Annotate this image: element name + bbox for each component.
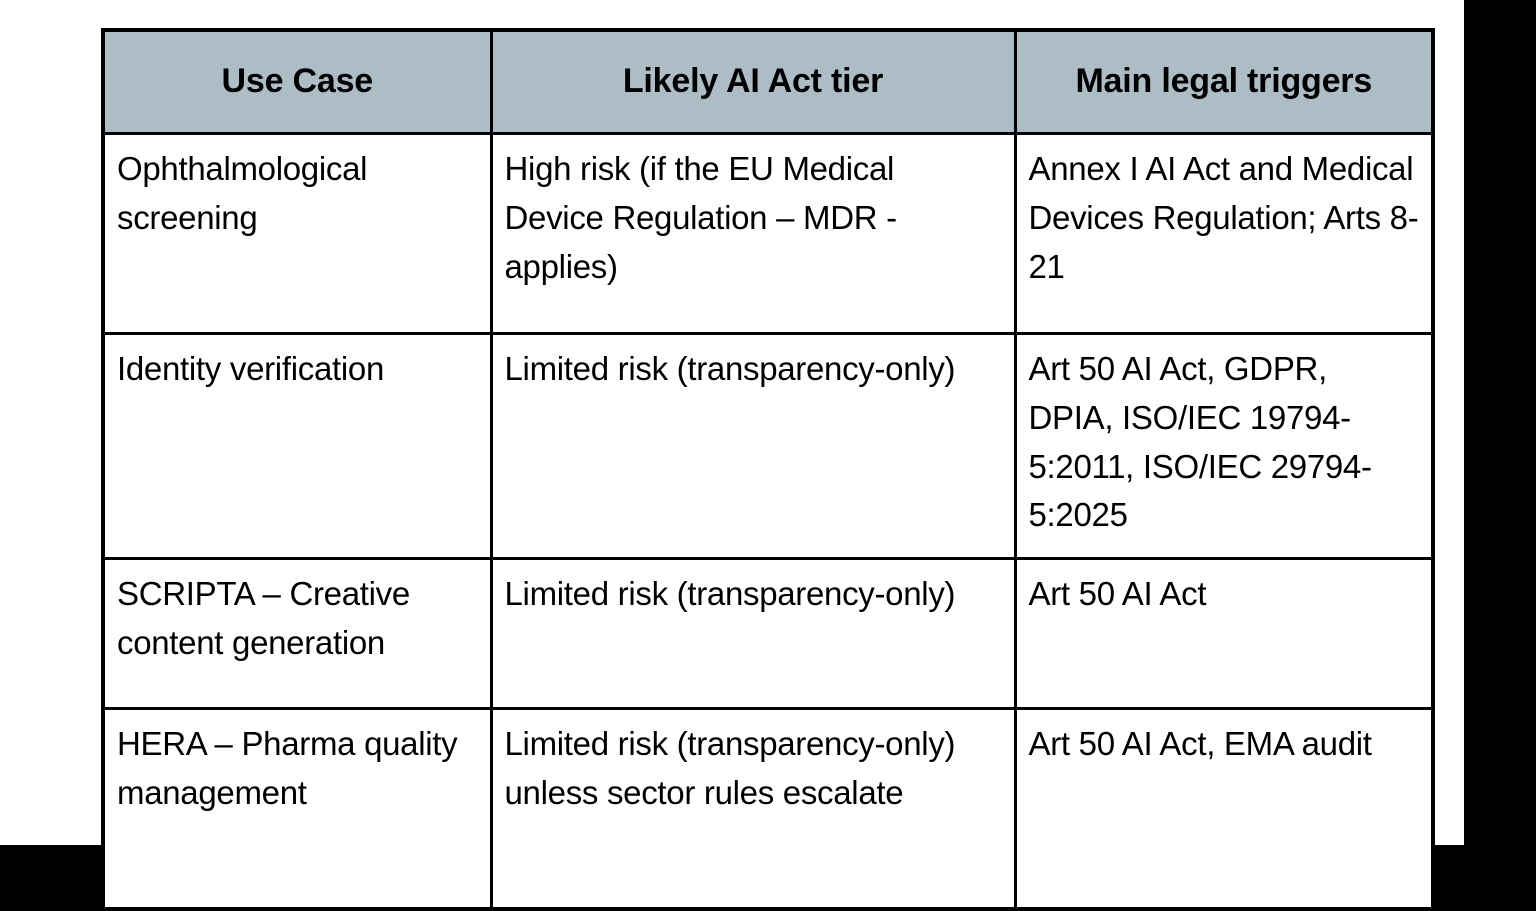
cell-use-case: SCRIPTA – Creative content generation bbox=[103, 559, 491, 709]
table-row bbox=[103, 334, 1433, 559]
cell-use-case: Identity verification bbox=[103, 334, 491, 559]
table-row bbox=[103, 559, 1433, 709]
cell-tier: High risk (if the EU Medical Device Regulation – MDR - applies) bbox=[491, 134, 1015, 334]
table-body bbox=[103, 134, 1433, 910]
cell-use-case: Ophthalmological screening bbox=[103, 134, 491, 334]
cell-triggers: Art 50 AI Act, EMA audit bbox=[1015, 709, 1433, 910]
table-row bbox=[103, 134, 1433, 334]
table-row bbox=[103, 709, 1433, 910]
cell-use-case: HERA – Pharma quality management bbox=[103, 709, 491, 910]
table-container bbox=[101, 28, 1435, 828]
column-header-main-legal-triggers: Main legal triggers bbox=[1015, 30, 1433, 134]
ai-act-risk-table bbox=[101, 28, 1435, 911]
table-header-row bbox=[103, 30, 1433, 134]
column-header-likely-ai-act-tier: Likely AI Act tier bbox=[491, 30, 1015, 134]
cell-tier: Limited risk (transparency-only) bbox=[491, 334, 1015, 559]
column-header-use-case: Use Case bbox=[103, 30, 491, 134]
cell-tier: Limited risk (transparency-only) bbox=[491, 559, 1015, 709]
cell-triggers: Art 50 AI Act bbox=[1015, 559, 1433, 709]
table-header bbox=[103, 30, 1433, 134]
cell-triggers: Art 50 AI Act, GDPR, DPIA, ISO/IEC 19794-5:2011, ISO/IEC 29794-5:2025 bbox=[1015, 334, 1433, 559]
cell-tier: Limited risk (transparency-only) unless sector rules escalate bbox=[491, 709, 1015, 910]
cell-triggers: Annex I AI Act and Medical Devices Regulation; Arts 8-21 bbox=[1015, 134, 1433, 334]
